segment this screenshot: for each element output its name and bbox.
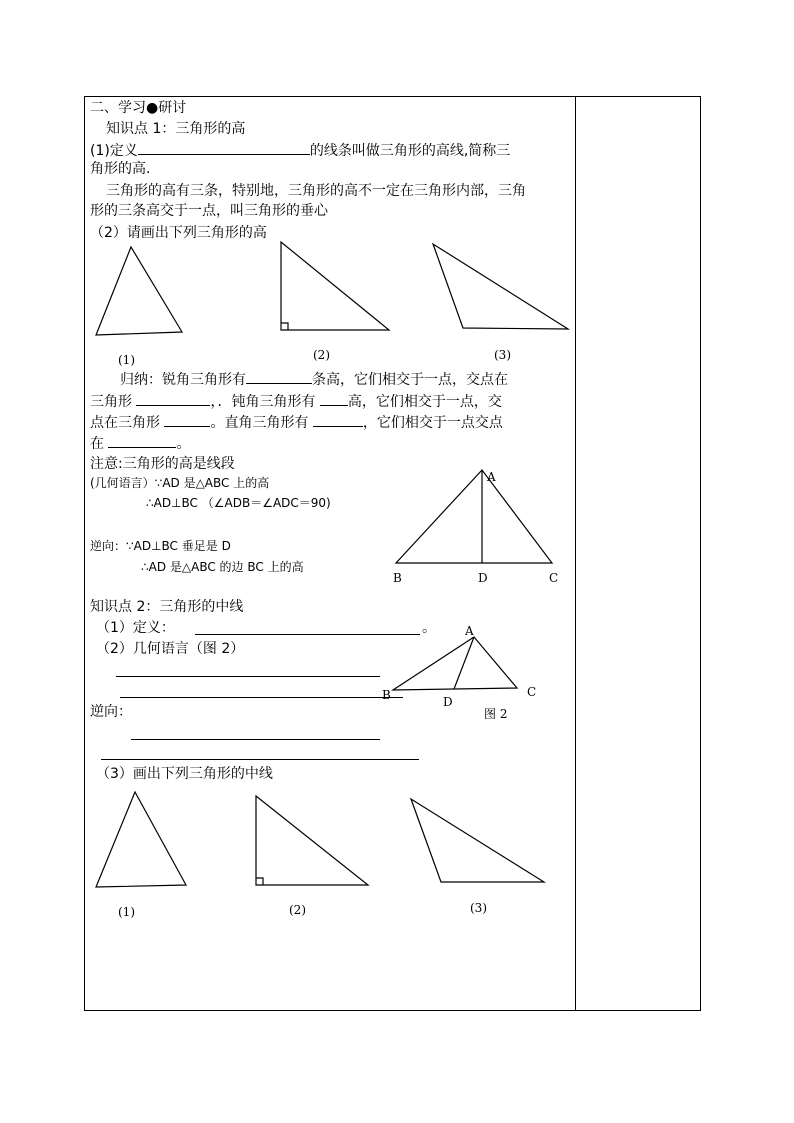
summary-text: 归纳：锐角三角形有	[120, 372, 246, 388]
point-c-label: C	[549, 571, 559, 585]
right-angle-mark-2	[256, 878, 263, 885]
summary-text: 三角形	[90, 394, 132, 410]
fig-label-4: (1)	[118, 905, 135, 919]
kp2-reverse: 逆向：	[90, 704, 132, 720]
median-triangle-abc	[393, 637, 517, 690]
kp2-geometry: （2）几何语言（图 2）	[96, 641, 245, 657]
geometry-language-1: (几何语言）∵AD 是△ABC 上的高	[90, 476, 270, 490]
kp1-title: 知识点 1：三角形的高	[106, 121, 246, 137]
kp2-definition-end: 。	[422, 620, 436, 636]
fig-label-2: (2)	[313, 348, 330, 362]
point-a-label: A	[487, 470, 496, 484]
right-triangle-1[interactable]	[281, 242, 389, 330]
median-ad	[454, 637, 474, 689]
acute-triangle-1[interactable]	[96, 247, 182, 335]
fig2-point-c: C	[527, 685, 537, 699]
right-triangle-2[interactable]	[256, 796, 368, 885]
reverse-1: 逆向：∵AD⊥BC 垂足是 D	[90, 539, 231, 553]
fig2-point-d: D	[443, 695, 453, 709]
summary-text: 在	[90, 436, 104, 452]
fig2-point-a: A	[465, 624, 474, 638]
definition-line2: 角形的高.	[90, 161, 151, 177]
fig-label-1: (1)	[118, 353, 135, 367]
summary-text: 条高，它们相交于一点，交点在	[312, 372, 508, 388]
kp2-definition: （1）定义：	[96, 620, 175, 636]
section-title: 二、学习●研讨	[90, 100, 187, 116]
task-draw-medians: （3）画出下列三角形的中线	[96, 766, 273, 782]
obtuse-triangle-1[interactable]	[433, 244, 568, 329]
fig2-point-b: B	[382, 688, 391, 702]
fig-label-5: (2)	[289, 903, 306, 917]
summary-text: 。	[176, 436, 191, 452]
right-angle-mark-1	[281, 323, 288, 330]
height-triangle-abc	[396, 470, 552, 563]
paragraph-line1: 三角形的高有三条，特别地，三角形的高不一定在三角形内部，三角	[106, 183, 526, 199]
kp2-title: 知识点 2：三角形的中线	[90, 599, 244, 615]
summary-text: 点在三角形	[90, 415, 160, 431]
fig-label-6: (3)	[470, 901, 487, 915]
definition-prefix: (1)定义	[90, 143, 138, 159]
summary-text: 。直角三角形有	[210, 415, 309, 431]
task-draw-heights: （2）请画出下列三角形的高	[90, 225, 267, 241]
geometry-language-2: ∴AD⊥BC （∠ADB＝∠ADC＝90)	[146, 496, 331, 510]
acute-triangle-2[interactable]	[96, 792, 186, 887]
reverse-2: ∴AD 是△ABC 的边 BC 上的高	[141, 560, 304, 574]
summary-text: 高，它们相交于一点，交	[347, 394, 502, 410]
point-b-label: B	[393, 571, 402, 585]
note-text: 注意:三角形的高是线段	[90, 456, 235, 472]
summary-text: ，它们相交于一点交点	[362, 415, 503, 431]
definition-suffix: 的线条叫做三角形的高线,简称三	[309, 143, 511, 159]
summary-text: ，．钝角三角形有	[210, 394, 316, 410]
fig-label-3: (3)	[494, 348, 511, 362]
point-d-label: D	[478, 571, 488, 585]
paragraph-line2: 形的三条高交于一点，叫三角形的垂心	[90, 203, 328, 219]
obtuse-triangle-2[interactable]	[411, 799, 544, 882]
fig2-caption: 图 2	[484, 707, 508, 721]
